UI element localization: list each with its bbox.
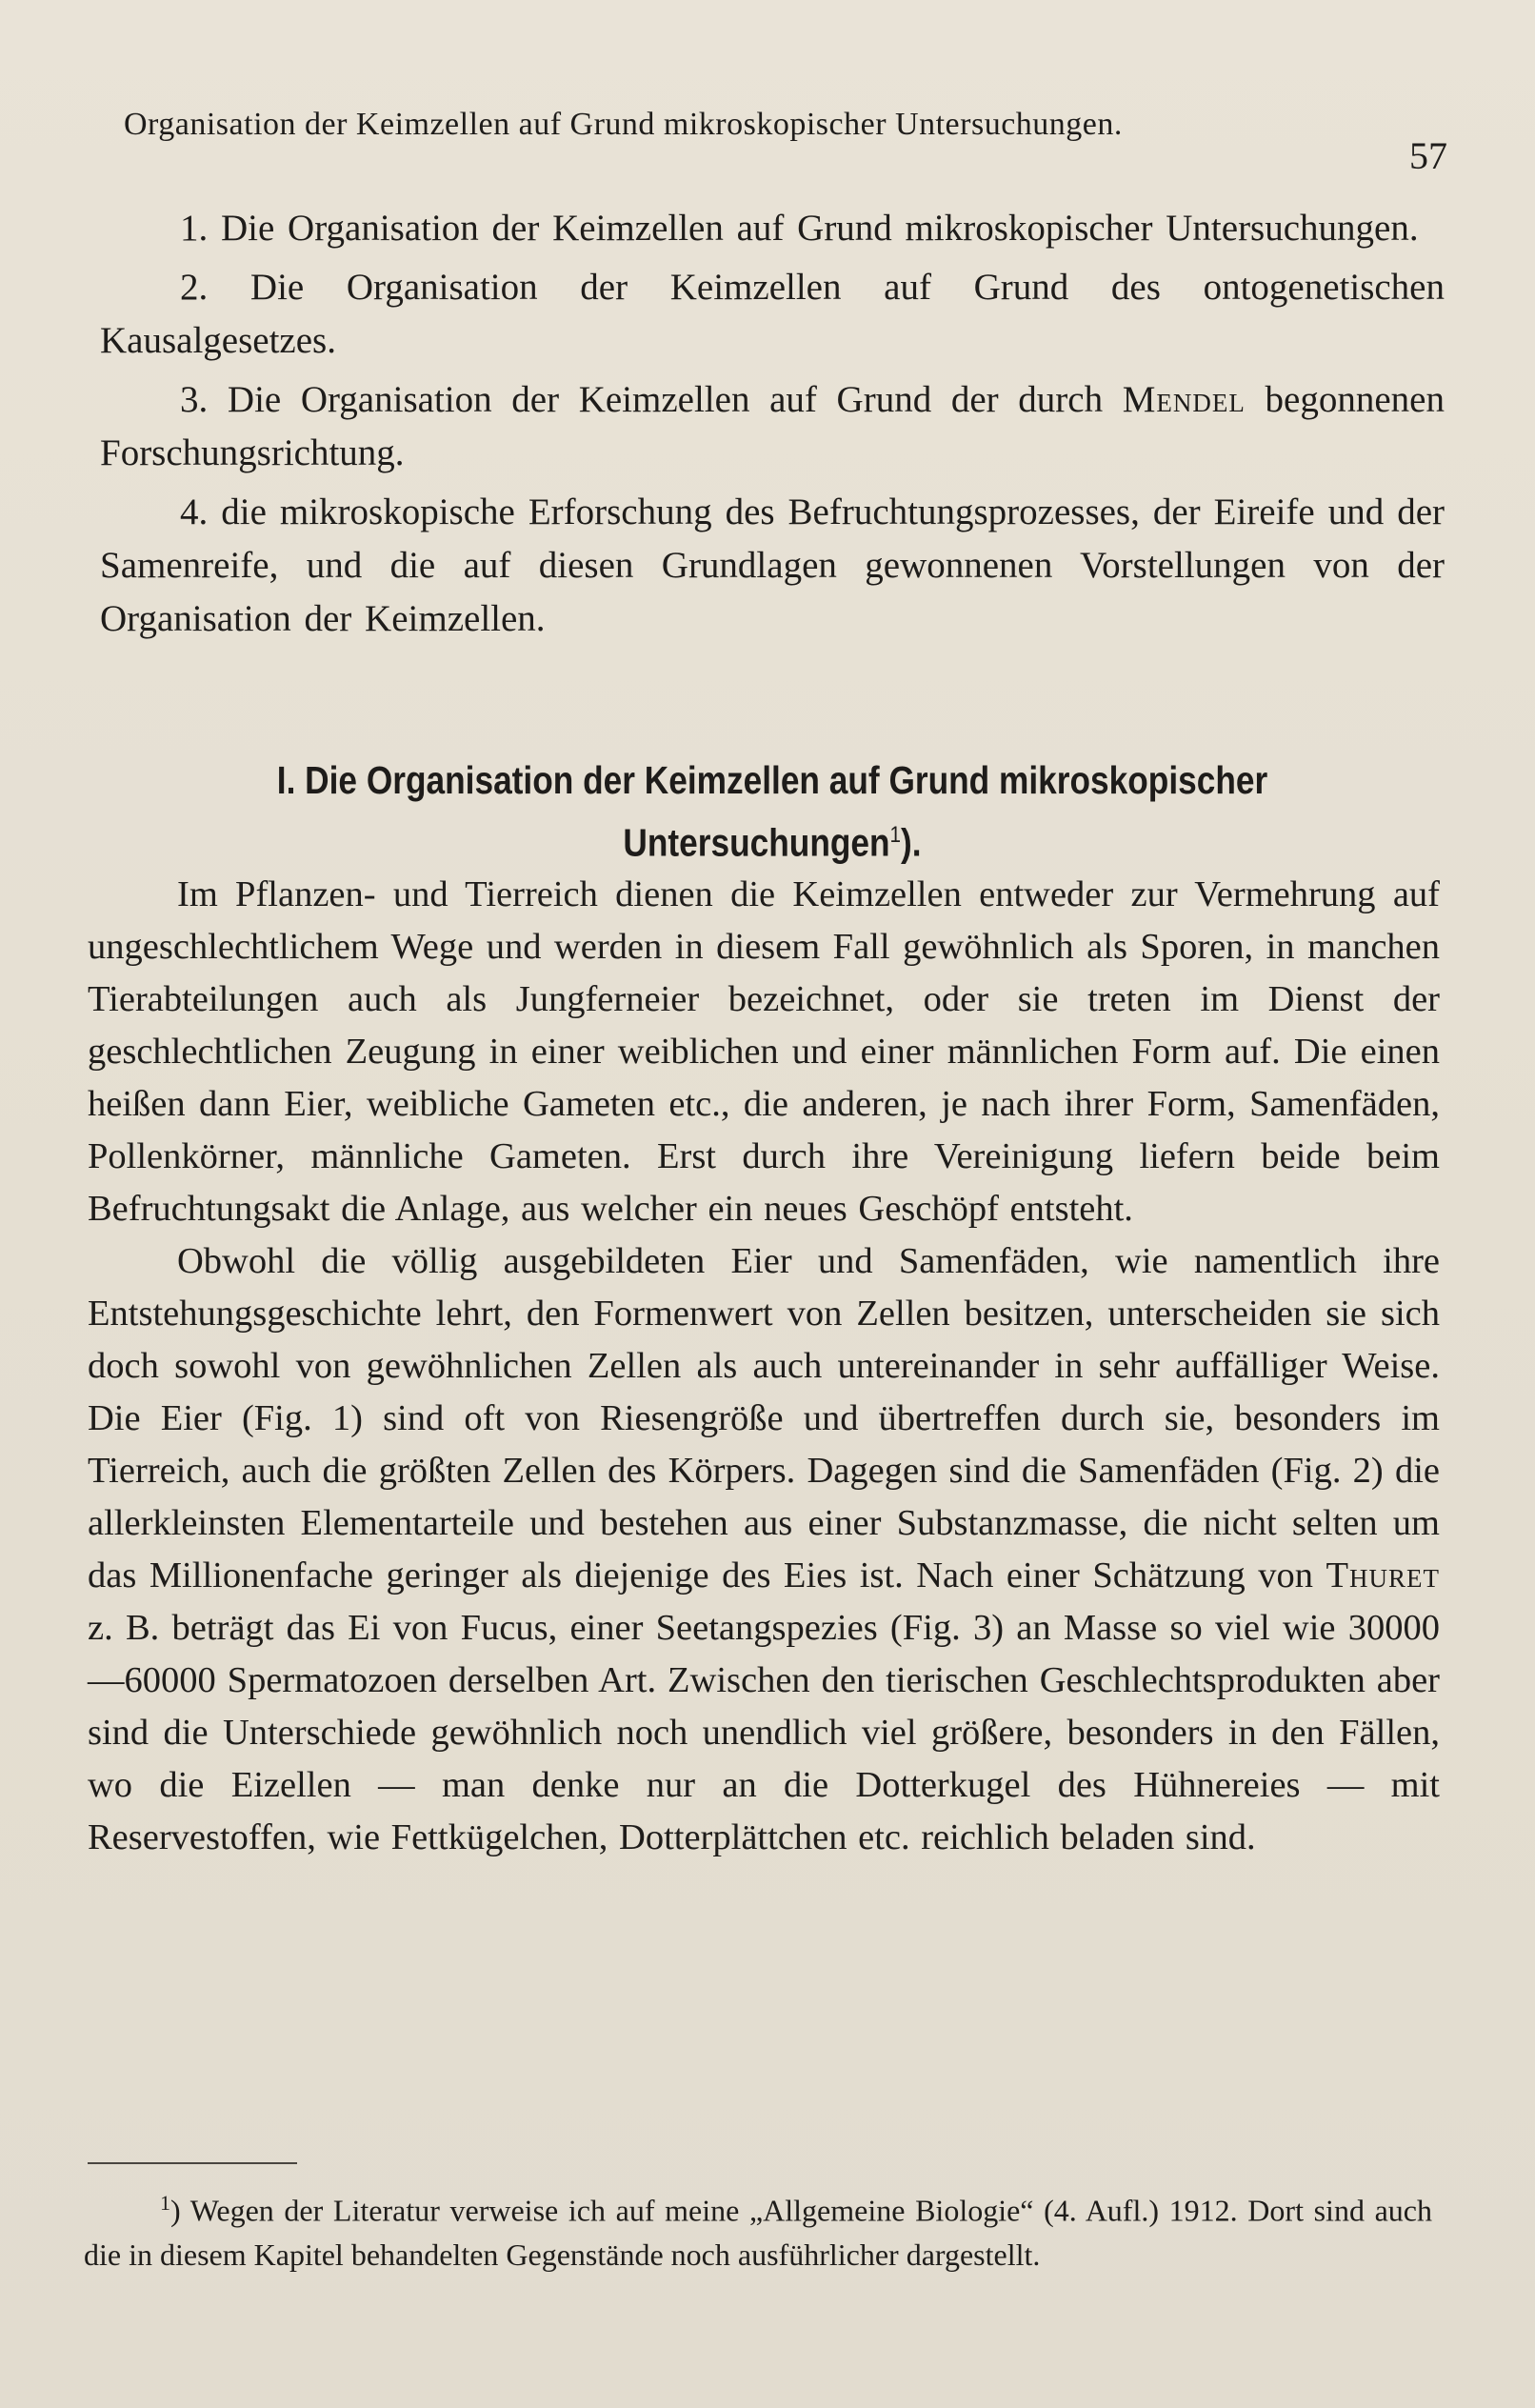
paragraph-2-start: Obwohl die völlig ausgebildeten Eier und Samenfäden, wie namentlich ihre Entstehungsgeschichte lehrt, den Formenwert von Zellen besitzen, unterscheiden sie sich doch sowohl von gewöhnlichen Zellen als auch untereinander in sehr auffälliger Weise. Die Eier (Fig. 1) sind oft von Riesengröße und übertreffen durch sie, besonders im Tierreich, auch die größten Zellen des Körpers. Dagegen sind die Samenfäden (Fig. 2) die allerkleinsten Elementarteile und bestehen aus einer Substanzmasse, die nicht selten um das Millionenfache geringer als diejenige des Eies ist. Nach einer Schätzung von [88,1241,1440,1595]
running-title: Organisation der Keimzellen auf Grund mikroskopischer Untersuchungen. [124,107,1123,142]
running-head [124,107,1447,177]
footnote-text: ) Wegen der Literatur verweise ich auf meine „Allgemeine Biologie“ (4. Aufl.) 1912. Dort sind auch die in diesem Kapitel behandelten Gegenstände noch ausführlicher dargestellt. [84,2193,1432,2272]
body-text [88,869,1440,1864]
author-name-thuret: Thuret [1326,1555,1440,1595]
paragraph-1: Im Pflanzen- und Tierreich dienen die Keimzellen entweder zur Vermehrung auf ungeschlechtlichem Wege und werden in diesem Fall gewöhnlich als Sporen, in manchen Tierabteilungen auch als Jungferneier bezeichnet, oder sie treten im Dienst der geschlechtlichen Zeugung in einer weiblichen und einer männlichen Form auf. Die einen heißen dann Eier, weibliche Gameten etc., die anderen, je nach ihrer Form, Samenfäden, Pollenkörner, männliche Gameten. Erst durch ihre Vereinigung liefern beide beim Befruchtungsakt die Anlage, aus welcher ein neues Geschöpf entsteht. [88,874,1440,1229]
section-list-item-4: 4. die mikroskopische Erforschung des Befruchtungsprozesses, der Eireife und der Samenreife, und die auf diesen Grundlagen gewonnenen Vorstellungen von der Organisation der Keimzellen. [100,492,1445,639]
section-heading [194,752,1350,871]
item-3-text-start: 3. Die Organisation der Keimzellen auf Grund der durch [180,379,1123,420]
section-heading-text: I. Die Organisation der Keimzellen auf Grund mikroskopischer Untersuchungen [276,758,1268,865]
page-number: 57 [1409,134,1447,177]
paragraph-2-end: z. B. beträgt das Ei von Fucus, einer Seetangspezies (Fig. 3) an Masse so viel wie 30000—60000 Spermatozoen derselben Art. Zwischen den tierischen Geschlechtsprodukten aber sind die Unterschiede gewöhnlich noch unendlich viel größere, besonders in den Fällen, wo die Eizellen — man denke nur an die Dotterkugel des Hühnereies — mit Reservestoffen, wie Fettkügelchen, Dotterplättchen etc. reichlich beladen sind. [88,1608,1440,1857]
footnote-mark: 1 [160,2191,170,2215]
heading-footnote-close: ). [901,820,922,865]
footnote [84,2181,1432,2277]
section-list [100,202,1445,652]
item-3-text-end: begonnenen Forschungsrichtung. [100,379,1445,473]
heading-footnote-mark: 1 [889,822,902,848]
paragraph-2 [88,1235,1440,1864]
section-list-item-2: 2. Die Organisation der Keimzellen auf Grund des ontogenetischen Kausalgesetzes. [100,267,1445,361]
section-list-item-3 [100,373,1445,480]
author-name-mendel: Mendel [1122,379,1246,420]
footnote-divider [88,2162,297,2164]
section-list-item-1: 1. Die Organisation der Keimzellen auf Grund mikroskopischer Untersuchungen. [180,208,1419,249]
